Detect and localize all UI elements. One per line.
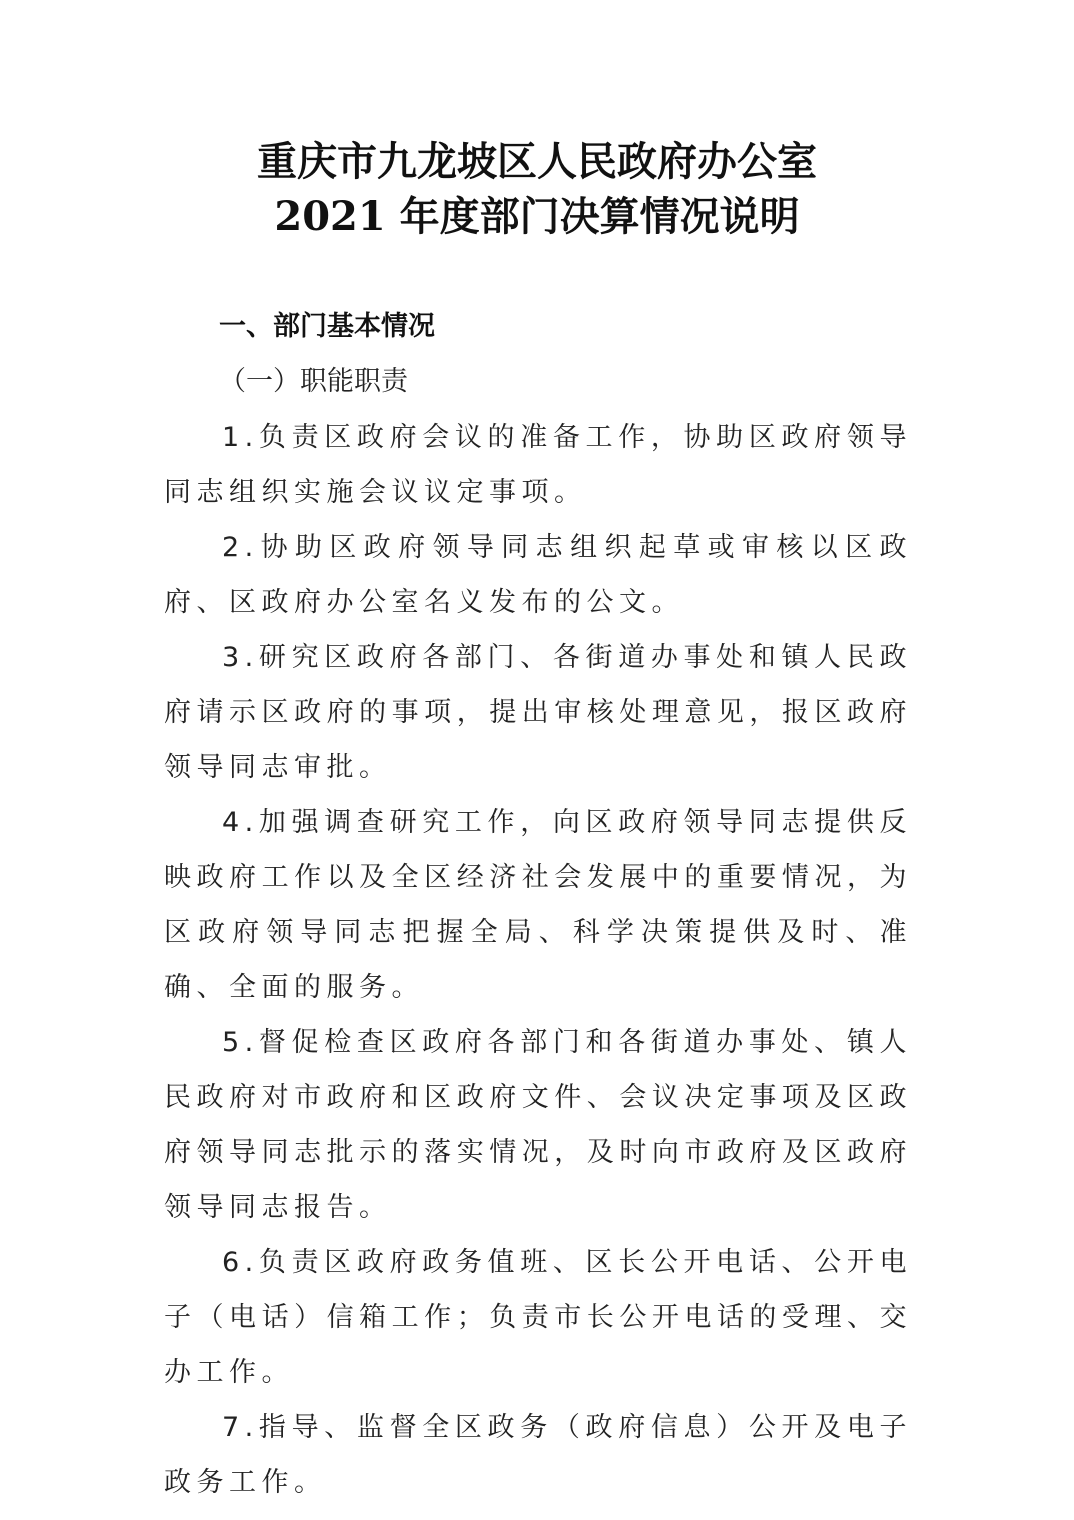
document-body <box>164 410 912 1510</box>
duty-paragraph-6: 6.负责区政府政务值班、区长公开电话、公开电子（电话）信箱工作；负责市长公开电话的受理、交办工作。 <box>164 1247 912 1388</box>
document-title-line2: 2021 年度部门决算情况说明 <box>274 193 800 240</box>
duty-paragraph-2: 2.协助区政府领导同志组织起草或审核以区政府、区政府办公室名义发布的公文。 <box>164 532 912 618</box>
document-title-line1: 重庆市九龙坡区人民政府办公室 <box>257 138 817 185</box>
duty-paragraph-3: 3.研究区政府各部门、各街道办事处和镇人民政府请示区政府的事项，提出审核处理意见，报区政府领导同志审批。 <box>164 642 912 783</box>
section-heading: 一、部门基本情况 <box>219 311 435 342</box>
subsection-heading: （一）职能职责 <box>219 366 408 397</box>
duty-paragraph-4: 4.加强调查研究工作，向区政府领导同志提供反映政府工作以及全区经济社会发展中的重要情况，为区政府领导同志把握全局、科学决策提供及时、准确、全面的服务。 <box>164 807 912 1003</box>
duty-paragraph-1: 1.负责区政府会议的准备工作，协助区政府领导同志组织实施会议议定事项。 <box>164 422 912 508</box>
duty-paragraph-5: 5.督促检查区政府各部门和各街道办事处、镇人民政府对市政府和区政府文件、会议决定事项及区政府领导同志批示的落实情况，及时向市政府及区政府领导同志报告。 <box>164 1027 912 1223</box>
duty-paragraph-7: 7.指导、监督全区政务（政府信息）公开及电子政务工作。 <box>164 1412 912 1498</box>
